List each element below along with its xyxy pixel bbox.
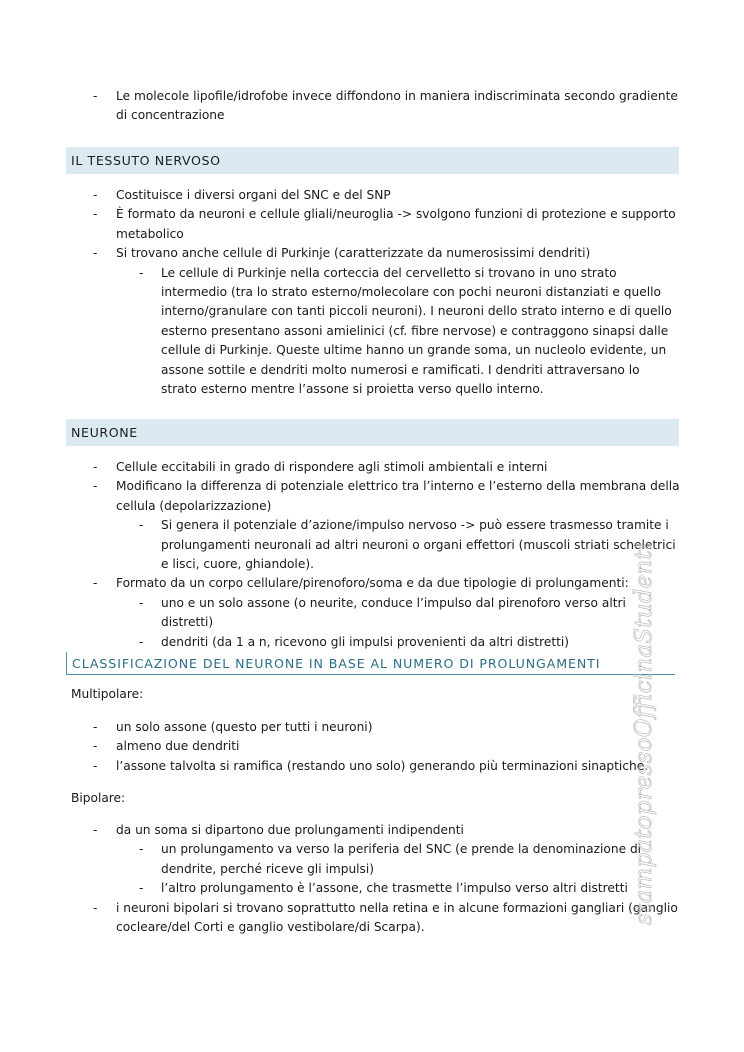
- list-item: - l’assone talvolta si ramifica (restando uno solo) generando più terminazioni sinaptiche.: [93, 758, 649, 773]
- multipolare-label: Multipolare:: [71, 687, 144, 701]
- list-item: - È formato da neuroni e cellule gliali/neuroglia -> svolgono funzioni di protezione e supporto metabolico: [93, 207, 676, 241]
- section-heading-neurone: NEURONE: [66, 419, 679, 446]
- bipolare-label: Bipolare:: [71, 791, 126, 805]
- sub-list-item: - uno e un solo assone (o neurite, conduce l’impulso dal pirenoforo verso altri distretti): [139, 595, 626, 630]
- list-item: - Si trovano anche cellule di Purkinje (caratterizzate da numerosissimi dendriti): [93, 246, 591, 261]
- sub-list-item: - Le cellule di Purkinje nella corteccia del cervelletto si trovano in uno strato intermedio (tra lo strato esterno/molecolare con pochi neuroni distanziati e quello interno/granulare con tanti piccoli neuroni). I neuroni dello strato interno e di quello esterno presentano assoni amielinici (cf. fibre nervose) e contraggono sinapsi dalle cellule di Purkinje. Queste ultime hanno un grande soma, un nucleolo evidente, un assone sottile e dendriti molto numerosi e ramificati. I dendriti attraversano lo strato esterno mentre l’assone si proietta verso quello interno.: [139, 265, 672, 397]
- list-item: - Costituisce i diversi organi del SNC e del SNP: [93, 188, 391, 202]
- list-item: - almeno due dendriti: [93, 739, 240, 754]
- list-item: - i neuroni bipolari si trovano soprattutto nella retina e in alcune formazioni gangliari (ganglio cocleare/del Corti e ganglio vestibolare/di Scarpa).: [93, 900, 678, 935]
- section-heading-classificazione: CLASSIFICAZIONE DEL NEURONE IN BASE AL NUMERO DI PROLUNGAMENTI: [66, 652, 675, 675]
- list-item: - un solo assone (questo per tutti i neuroni): [93, 720, 373, 734]
- sub-list-item: - Si genera il potenziale d’azione/impulso nervoso -> può essere trasmesso tramite i prolungamenti neuronali ad altri neuroni o organi effettori (muscoli striati scheletrici e lisci, cuore, ghiandole).: [139, 518, 676, 572]
- list-item: - Modificano la differenza di potenziale elettrico tra l’interno e l’esterno della membrana della cellula (depolarizzazione): [93, 479, 680, 513]
- list-item: - Formato da un corpo cellulare/pirenoforo/soma e da due tipologie di prolungamenti:: [93, 576, 629, 591]
- list-item: - Cellule eccitabili in grado di rispondere agli stimoli ambientali e interni: [93, 460, 548, 474]
- tessuto-list: [0, 186, 744, 399]
- list-item: - da un soma si dipartono due prolungamenti indipendenti: [93, 823, 464, 837]
- sub-list-item: - l’altro prolungamento è l’assone, che trasmette l’impulso verso altri distretti: [139, 881, 628, 896]
- sub-list-item: - un prolungamento va verso la periferia del SNC (e prende la denominazione di dendrite, perché riceve gli impulsi): [139, 842, 642, 876]
- section-heading-tessuto-nervoso: IL TESSUTO NERVOSO: [66, 147, 679, 174]
- watermark: stampatopressoOfficinaStudenti: [631, 542, 657, 925]
- sub-list-item: - dendriti (da 1 a n, ricevono gli impulsi provenienti da altri distretti): [139, 634, 570, 649]
- intro-list: [0, 87, 744, 126]
- list-item: - Le molecole lipofile/idrofobe invece diffondono in maniera indiscriminata secondo gradiente di concentrazione: [93, 89, 678, 123]
